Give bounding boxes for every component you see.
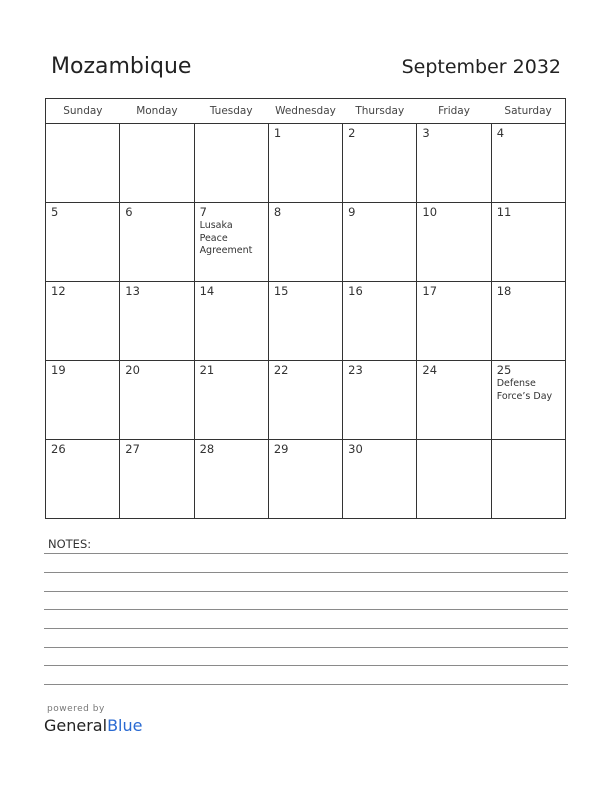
calendar-day-cell <box>268 282 342 361</box>
calendar-day-cell <box>491 124 565 203</box>
calendar-month-title: September 2032 <box>401 56 561 78</box>
day-number: 10 <box>422 205 438 219</box>
day-number: 6 <box>125 205 133 219</box>
calendar-day-cell <box>194 203 268 282</box>
calendar-day-cell <box>120 203 194 282</box>
day-number: 7 <box>199 205 207 219</box>
day-number: 16 <box>348 284 363 298</box>
calendar-day-cell <box>343 282 417 361</box>
calendar-day-cell <box>343 361 417 440</box>
day-number: 3 <box>422 126 430 140</box>
calendar-day-cell <box>46 361 120 440</box>
note-line <box>44 684 568 685</box>
note-line <box>44 572 568 573</box>
day-number: 8 <box>273 205 282 219</box>
calendar-week-row <box>46 282 566 361</box>
calendar-day-cell <box>417 124 491 203</box>
day-number: 14 <box>199 284 215 298</box>
day-number: 19 <box>51 363 66 377</box>
calendar-day-cell <box>417 282 491 361</box>
calendar-day-cell <box>491 440 565 519</box>
calendar-grid <box>45 98 566 519</box>
calendar-body <box>46 124 566 519</box>
calendar-day-cell <box>268 124 342 203</box>
day-number: 12 <box>51 284 66 298</box>
calendar-day-cell <box>46 282 120 361</box>
day-number: 9 <box>348 205 356 219</box>
day-number: 15 <box>273 284 289 298</box>
weekday-sunday: Sunday <box>46 99 120 124</box>
day-number: 25 <box>496 363 512 377</box>
day-number: 23 <box>348 363 363 377</box>
day-number: 20 <box>125 363 140 377</box>
day-number: 13 <box>125 284 140 298</box>
calendar-day-cell <box>120 124 194 203</box>
calendar-day-cell <box>194 440 268 519</box>
day-number: 29 <box>273 442 289 456</box>
day-number: 30 <box>348 442 363 456</box>
weekday-tuesday: Tuesday <box>194 99 268 124</box>
weekday-saturday: Saturday <box>491 99 565 124</box>
day-number: 11 <box>496 205 512 219</box>
note-line <box>44 609 568 610</box>
calendar-day-cell <box>268 361 342 440</box>
day-number: 21 <box>199 363 215 377</box>
note-line <box>44 628 568 629</box>
day-number: 24 <box>422 363 438 377</box>
calendar-day-cell <box>343 203 417 282</box>
note-line <box>44 553 568 554</box>
calendar-day-cell <box>491 361 565 440</box>
calendar-day-cell <box>417 361 491 440</box>
calendar-day-cell <box>268 203 342 282</box>
calendar-country-title: Mozambique <box>51 54 192 79</box>
calendar-day-cell <box>417 203 491 282</box>
calendar-day-cell <box>120 282 194 361</box>
note-line <box>44 665 568 666</box>
calendar-week-row <box>46 203 566 282</box>
calendar-week-row <box>46 440 566 519</box>
calendar-day-cell <box>343 440 417 519</box>
holiday-label: Lusaka Peace Agreement <box>199 220 253 256</box>
note-line <box>44 647 568 648</box>
calendar-day-cell <box>268 440 342 519</box>
weekday-monday: Monday <box>120 99 194 124</box>
calendar-day-cell <box>120 440 194 519</box>
generalblue-logo <box>44 716 142 735</box>
calendar-week-row <box>46 361 566 440</box>
calendar-day-cell <box>46 124 120 203</box>
day-number: 4 <box>496 126 505 140</box>
calendar-week-row <box>46 124 566 203</box>
calendar-day-cell <box>491 203 565 282</box>
day-number: 27 <box>125 442 140 456</box>
calendar-day-cell <box>46 440 120 519</box>
calendar-day-cell <box>417 440 491 519</box>
powered-by-text: powered by <box>47 704 105 714</box>
day-number: 5 <box>51 205 59 219</box>
notes-label: NOTES: <box>48 537 92 551</box>
day-number: 22 <box>273 363 289 377</box>
day-number: 28 <box>199 442 215 456</box>
calendar-day-cell <box>194 361 268 440</box>
calendar-day-cell <box>194 124 268 203</box>
day-number: 17 <box>422 284 438 298</box>
weekday-header-row <box>46 99 566 124</box>
holiday-label: Defense Force’s Day <box>496 378 553 402</box>
weekday-thursday: Thursday <box>343 99 417 124</box>
calendar-day-cell <box>343 124 417 203</box>
brand-blue-text: Blue <box>107 716 143 735</box>
note-line <box>44 591 568 592</box>
calendar-day-cell <box>194 282 268 361</box>
brand-general-text: General <box>44 716 108 735</box>
day-number: 18 <box>496 284 512 298</box>
calendar-day-cell <box>46 203 120 282</box>
weekday-friday: Friday <box>417 99 491 124</box>
weekday-wednesday: Wednesday <box>268 99 342 124</box>
day-number: 1 <box>273 126 282 140</box>
calendar-day-cell <box>120 361 194 440</box>
day-number: 26 <box>51 442 66 456</box>
day-number: 2 <box>348 126 356 140</box>
calendar-day-cell <box>491 282 565 361</box>
